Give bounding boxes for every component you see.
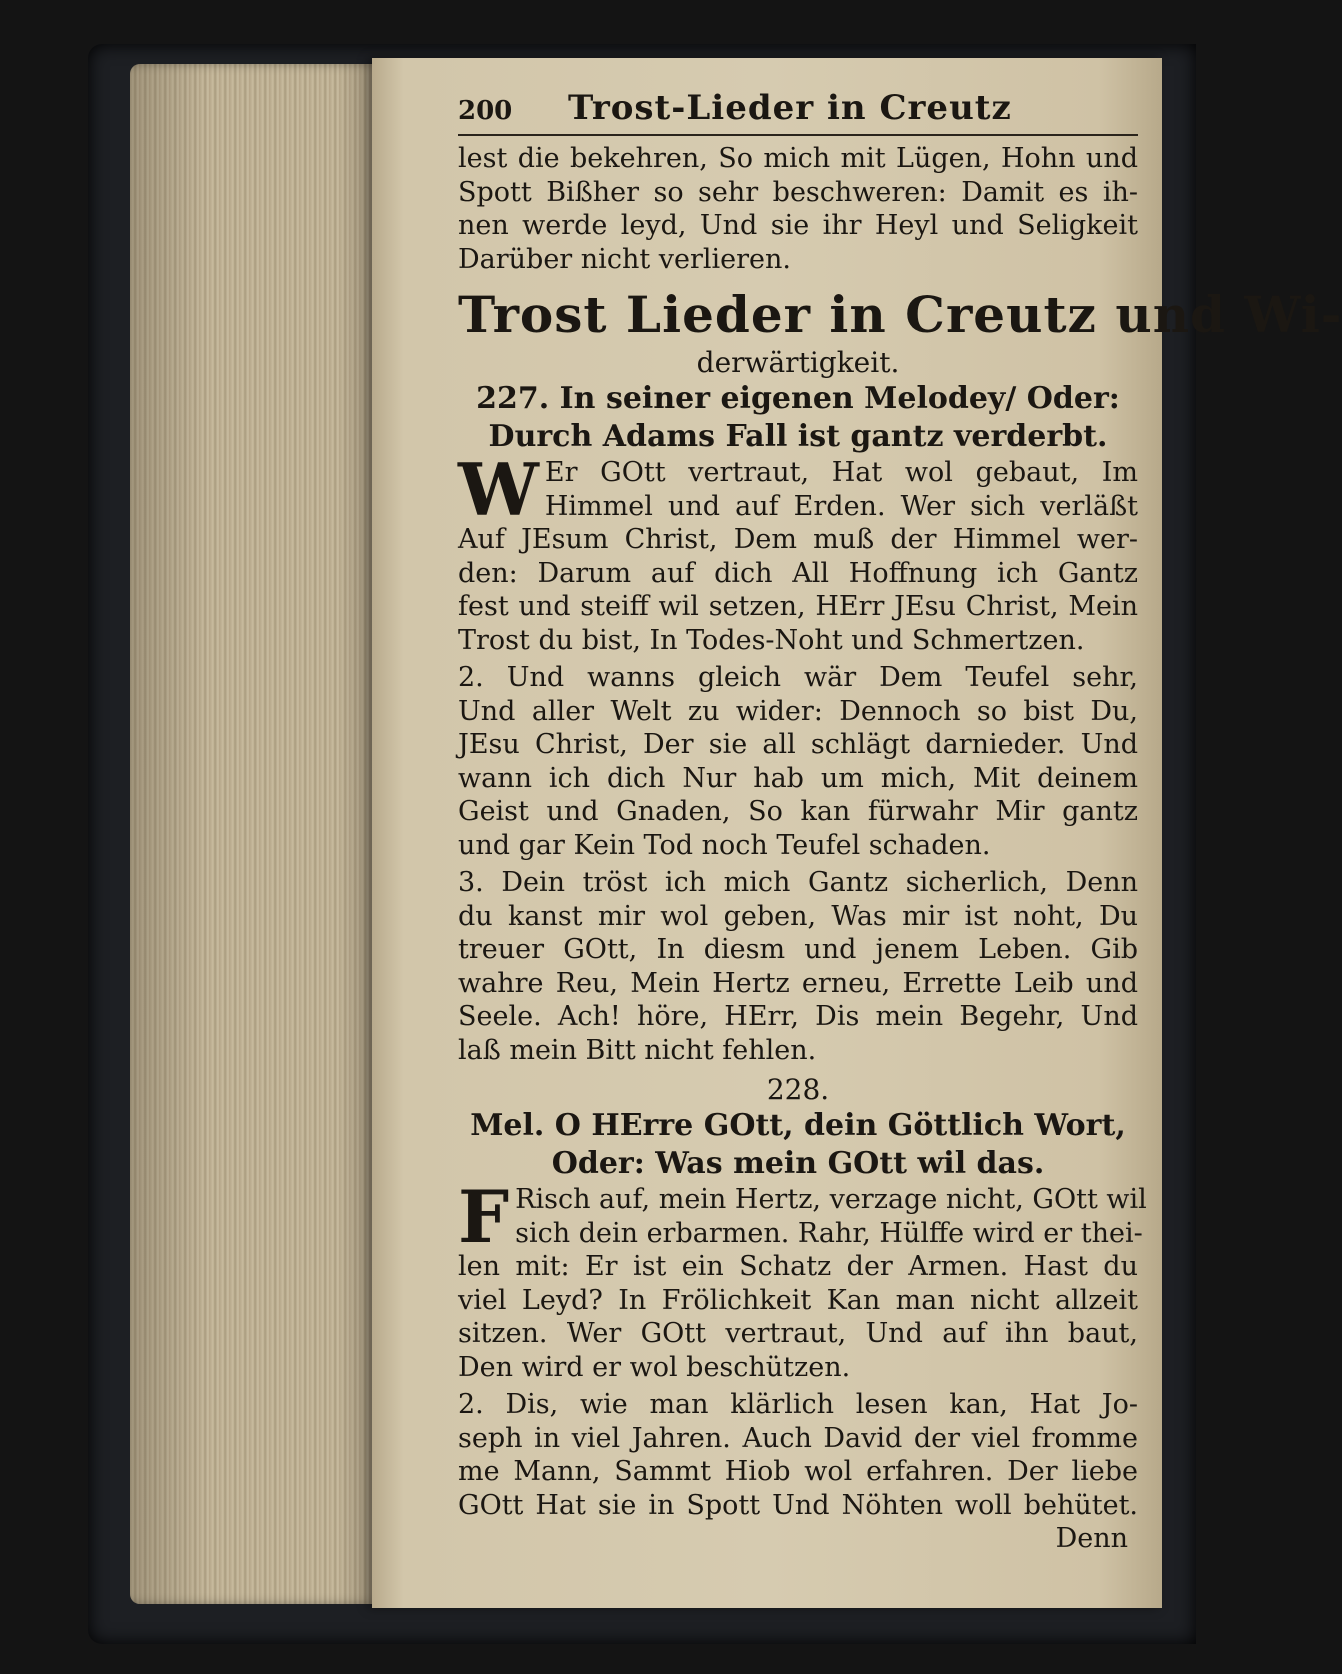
text-line: Darüber nicht verlieren. [458, 243, 792, 275]
text-line: Und aller Welt zu wider: Dennoch so bist Du, [458, 695, 1138, 727]
running-title: Trost-Lieder in Creutz [568, 88, 1012, 128]
text-line: seph in viel Jahren. Auch David der viel fromme [458, 1422, 1138, 1454]
text-line: treuer GOtt, In diesm und jenem Leben. Gib [458, 934, 1138, 965]
page-content [458, 88, 1342, 1556]
page-edges-shade [130, 64, 390, 1604]
text-line: wahre Reu, Mein Hertz erneu, Errette Leib und [458, 967, 1138, 999]
text-line: und gar Kein Tod noch Teufel schaden. [458, 829, 991, 861]
text-line: 3. Dein tröst ich mich Gantz sicherlich, Denn [458, 867, 1138, 898]
drop-cap: W [458, 447, 539, 532]
text-line: Spott Bißher so sehr beschweren: Damit es ih- [458, 176, 1138, 208]
text-line: 2. Und wanns gleich wär Dem Teufel sehr, [458, 662, 1138, 693]
page-edges [130, 64, 390, 1604]
text-line: GOtt Hat sie in Spott Und Nöhten woll behütet. [458, 1489, 1138, 1521]
book-page [372, 58, 1342, 1608]
text-line: lest die bekehren, So mich mit Lügen, Hohn und [458, 143, 1138, 174]
text-line: JEsu Christ, Der sie all schlägt darnieder. Und [458, 729, 1138, 760]
hymn-228 [458, 1073, 1147, 1522]
text-line: laß mein Bitt nicht fehlen. [458, 1034, 817, 1066]
hymn-opening [458, 447, 1138, 532]
intro-text [458, 142, 1138, 276]
hymn-heading: Oder: Was mein GOtt wil das. [551, 1146, 1045, 1181]
text-line: Trost du bist, In Todes-Noht und Schmertzen. [458, 624, 1085, 656]
hymn-227 [458, 380, 1138, 1067]
hymn-number: 228. [766, 1073, 830, 1106]
section-title-continuation: derwärtigkeit. [696, 346, 900, 379]
text-line: sich dein erbarmen. Rahr, Hülffe wird er thei- [515, 1217, 1143, 1249]
text-line: sitzen. Wer GOtt vertraut, Und auf ihn baut, [458, 1318, 1138, 1349]
text-line: len mit: Er ist ein Schatz der Armen. Hast du [458, 1251, 1138, 1282]
text-line: Auf JEsum Christ, Dem muß der Himmel wer- [458, 524, 1138, 555]
hymn-opening [458, 1174, 1147, 1259]
text-line: Den wird er wol beschützen. [458, 1351, 851, 1383]
text-line: Himmel und auf Erden. Wer sich verläßt [544, 490, 1138, 522]
hymn-heading: Durch Adams Fall ist gantz verderbt. [488, 419, 1108, 454]
text-line: den: Darum auf dich All Hoffnung ich Gantz [458, 557, 1138, 589]
text-line: Risch auf, mein Hertz, verzage nicht, GOtt wil [515, 1184, 1147, 1215]
text-line: 2. Dis, wie man klärlich lesen kan, Hat Jo- [458, 1389, 1138, 1420]
text-line: me Mann, Sammt Hiob wol erfahren. Der liebe [458, 1456, 1138, 1487]
text-line: Er GOtt vertraut, Hat wol gebaut, Im [544, 457, 1138, 488]
text-line: du kanst mir wol geben, Was mir ist noht, Du [458, 900, 1138, 932]
text-line: Seele. Ach! höre, HErr, Dis mein Begehr, Und [458, 1001, 1138, 1032]
running-head [458, 88, 1138, 136]
drop-cap: F [458, 1174, 510, 1259]
text-line: nen werde leyd, Und sie ihr Heyl und Seligkeit [458, 210, 1138, 241]
text-line: wann ich dich Nur hab um mich, Mit deinem [458, 762, 1138, 794]
catchword: Denn [1055, 1523, 1128, 1554]
section-title: Trost Lieder in Creutz und Wi- [458, 285, 1342, 344]
hymn-heading: Mel. O HErre GOtt, dein Göttlich Wort, [470, 1108, 1126, 1143]
text-line: viel Leyd? In Frölichkeit Kan man nicht allzeit [458, 1284, 1138, 1316]
page-number: 200 [458, 96, 513, 126]
text-line: Geist und Gnaden, So kan fürwahr Mir gantz [458, 796, 1138, 827]
hymn-heading: 227. In seiner eigenen Melodey/ Oder: [476, 381, 1120, 416]
text-line: fest und steiff wil setzen, HErr JEsu Christ, Mein [458, 591, 1138, 622]
